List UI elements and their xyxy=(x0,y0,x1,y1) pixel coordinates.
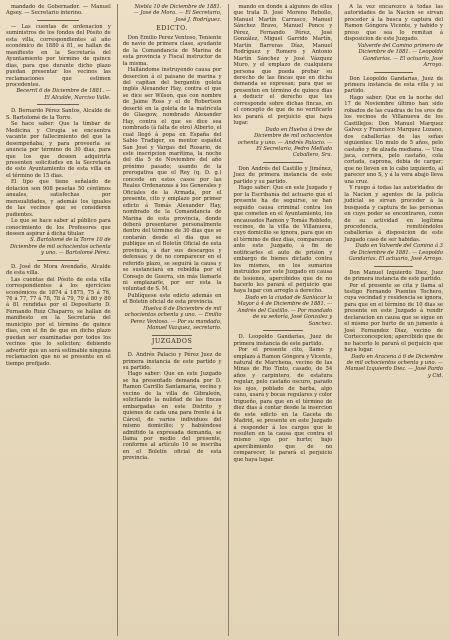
paragraph: D. Andrés Palacio y Pérez Juez de primera instancia de este partido y su partido. xyxy=(122,352,222,372)
paragraph: Lo que se hace saber al público para conocimiento de los Profesores que deseen aspirar á dicha titular. xyxy=(6,218,111,237)
paragraph: Y ruego á todas las autoridades de la Nacion y agentes de la policía judicial se sirvan proceder á la busqueda y captura de las personas en cuyo poder se encontraren, como de su actividad en legítima procedencia, remitiéndolos caballerías á disposicion de este Juzgado caso de ser habidas. xyxy=(344,185,443,243)
signature: Huelva 6 de Diciembre de mil ochocientos ochenta y uno. — Emilio Perez Ventoso. — Por su mandado, Manuel Vazquez, secretario. xyxy=(124,305,222,332)
paragraph: mando en donde á algunos de ellos que trata D. José Moreno Rebollo, Manuel Martín Carrasco, Manuel Sánchez Bravo, Manuel Ponce y Pérez, Fernando Pérez, José González, Miguel Garrido Martín, Martín Barreras Díaz, Manuel Rodríguez y Romero y Antonio Martín Sánchez y José Vázquez Muro, y el emplazo de cualquiera persona que pueda probar su derecho de las fincas que en dicha demanda se expresan; para que se presenten en término de quince dias á deducir el derecho que les corresponde sobre dichas fincas, en el concepto de que de no verificarlo les parará el perjuicio que haya lugar. xyxy=(233,4,333,127)
separator xyxy=(152,348,192,349)
separator xyxy=(37,20,79,21)
paragraph: El tipo que tiene señalado de dotacion son 908 pesetas 50 céntimos anuales, satisfechas por mensualidades, y además los iguales de las vecinos que se consideren pudientes. xyxy=(6,179,111,218)
separator xyxy=(152,335,192,336)
separator xyxy=(374,266,414,267)
signature: Valverde del Camino primero de Diciembre de 1881. — Leopoldo Gandarias. — El actuario, José Arroyo. xyxy=(357,42,443,69)
signature: Dado en la ciudad de Sanlúcar la Mayor á 4 de Diciembre de 1881. — Andrés del Castillo. — Por mandado de su señoría, José Gonzalez y Sanchez. xyxy=(237,294,333,327)
signature: Dado en Valverde del Camino á 3 de Diciembre de 1881. — Leopoldo Gandarias. El actuario, José Arroyo. xyxy=(348,243,443,263)
paragraph: D. Bernardo Pérez Santos, Alcalde de S. Bartolomé de la Torre. xyxy=(6,108,111,121)
paragraph: Don Leopoldo Gandarias, Juez de primera instancia de esta villa y su partido. xyxy=(344,75,443,95)
separator xyxy=(263,162,303,163)
paragraph: Por el presente cito, llamo y emplazo á Ramon Góngora y Vicente, natural de Marchena, vecino de las Minas de Rio Tinto, casado, de 54 años y carpintero, de estatura regular, pelo castaño oscuro, parado los ojos, poblado de barba, algo cano, usará y bocas regulares y color trigueño, para que en el término de diez dias á contar desde la insercion de este edicto en la Gaceta de Madrid, se presente en este Juzgado á responder á los cargos que le resulten en la causa que contra el mismo sigo por hurto; bajo apercibimiento que de no comparecer, le parará el perjuicio que haya lugar. xyxy=(233,347,333,463)
separator xyxy=(37,260,79,261)
column-1 xyxy=(6,4,111,636)
paragraph: Hago saber: Que en este Juzgado y por la Escribanía del actuario que el presente ha de seguirse, se han seguido causa criminal contra los que cometen en el Ayuntamiento, los encausados Ramon y Tomás Robledo, vecinos, de la villa de Villanueva, cuyo domicilio se ignora, para que en el término de diez dias, comparezcan ante este Juzgado, á fin de notificarles el auto de prision y embargo de bienes dictado contra los mismos, en los sumarios instruidos por este Juzgado en causa de lesiones, apercibidos que de no hacerlo les parará el perjuicio que haya lugar con arreglo á derecho. xyxy=(233,185,333,295)
paragraph: Las cuentas del Pósito de esta villa correspondientes á los ejercicios económicos de 1874 á 1875, 75 á 76, 76 á 77, 77 á 78, 78 á 79, 79 á 80 y 80 á 81 rendidas por el Depositario D. Fernando Ruiz Chaparro, se hallan de manifiesto en la Secretaría del municipio por el término de quince dias, con el fin de que en dicho plazo puedan ser examinadas por todos los vecinos que lo soliciten; debiendo advertir que un será estimable ninguna reclamacion que no se presente en el tiempo prefijado. xyxy=(6,276,111,367)
paragraph: D. Leopoldo Gandarias, Juez de primera instancia de este partido. xyxy=(233,334,333,347)
signature: Dado en Huelva á tres de Diciembre de mil ochocientos ochenta y uno. — Andrés Palacio. — El Secretario, Pedro Mellado Caballero, Sra. xyxy=(237,126,333,159)
paragraph: Se hace saber: Que la tímbar de Medicina y Cirugía se encuentra vacante por fallecimiento del que la desempeñaba; y para proveerla se anuncia por término de 30 dias, para que los que deseen adquirirla presenten solicitudes en la Secretaría de este Ayuntamiento de esta villa en el término de 15 dias. xyxy=(6,121,111,179)
signature: S. Bartolomé de la Torre 10 de Diciembre de mil ochocientos ochenta y uno. — Bartolomé Pérez. xyxy=(9,237,111,257)
paragraph: Hago saber: Que en este Juzgado se ha presentado demanda por D. Ramon Carrillo Santamaría, vecino y vecino de la villa de Gibraleón, solicitando la nulidad de las fincas embargadas en este Distrito y quienes de cada una para frente á la Cárcel, de varios individuos del mismo domicilio; y habiéndose admitido la expresada demanda, se llama por medio del presente, conforme al artículo 10 se inscriba en el Boletín oficial de esta provincia. xyxy=(122,371,222,462)
paragraph: Hallándome instruyendo causa por desercion á el paisano de marina y del capitan del bergantín goleta inglés Alexander Hay, contra el que se dice ser Wilson, que con nombre de Jaime Ross y el de Robertson desertó en la goleta de la matrícula de Glasgow, nombrado Alexander Hay, contra el que se dice sea nombrado (á falta de otro) Alberto, el cual llegó á popa en España del Sabio Tradiger, su mentor español San José y Vargas del Rosario, de este inscripcion marítima, la noche del dia 5 de Noviembre del año próximo pasado; usando de la prerogativa que el Rey (q. D. g.) concede en estos casos por las Reales Ordenanzas á los Generales y Oficiales de la Armada, por el presente, cito y emplazo por primer edicto á Tomás Alexander Hay, nombrado de la Comandancia de Marina de esta provincia, donde deberá presentarse personalmente dentro del término de 30 dias que se contarán desde el dia que se publique en el Boletín Oficial de esta provincia, á dar sus descargos y defensas; y de no comparecer en el referido plazo, se seguirá la causa y se sustanciará en rebeldía por el Consejo de Guerra, sin más llamarle ni emplazarle, por ser esta la voluntad de S. M. xyxy=(122,67,222,293)
separator xyxy=(37,104,79,105)
signature: Dado en Aracena á 6 de Diciembre de mil ochocientos ochenta y uno. — Manuel Izquierdo Diez. — José Pardo y Cid. xyxy=(345,353,443,379)
signature: Becerril 6 de Diciembre de 1881. — El Alcalde, Narciso Valle. xyxy=(16,88,111,101)
separator xyxy=(263,330,303,331)
section-heading-juzgados: JUZGADOS xyxy=(151,337,193,345)
paragraph: mandado de Gobernador. — Manuel Agsey. — Secretario interino. xyxy=(6,4,111,17)
column-4 xyxy=(338,4,443,636)
column-2 xyxy=(117,4,222,636)
paragraph: A la vez encarezco á todas las autoridades de la Nacion se sirvan proceder á la busca y captura del Ramon Góngora Vicente, y habido y preso que sea lo remitan á disposicion de este Juzgado. xyxy=(344,4,443,43)
paragraph: — Las cuentas de ordenacion y suministros de los fondos del Pósito de esta villa, correspondientes al año económico de 1880 á 81, se hallan de manifiesto en la Secretaría del Ayuntamiento por término de quince dias, para que durante dicho plazo puedan presentar los vecinos las reclamaciones que estimen procedentes. xyxy=(6,23,111,88)
signature: Niebla 10 de Diciembre de 1881. — José de Mora. — El Secretario, José J. Rodríguez. xyxy=(133,4,222,23)
section-heading-edicto: EDICTO. xyxy=(156,25,188,33)
paragraph: Don Manuel Izquierdo Diez, Juez de primera instancia de este partido. xyxy=(344,269,443,283)
paragraph: D. José de Mora Avendaño, Alcalde de esta villa. xyxy=(6,263,111,277)
paragraph: Por el presente se cita y llama al testigo Fernando Puentes Tochero, cuya vecindad y residencia se ignora, para que en el término de 10 dias se presente en este Juzgado á rendir declaracion en causa que se sigue en el mismo por hurto de un jumento á José Fernandez Díaz, vecino de Cortecconcepcion; apercibido que de no hacerlo le parará el perjuicio que haya lugar. xyxy=(344,282,443,354)
paragraph: Hago saber: Que en la noche del 17 de Noviembre último han sido robados de las cuadras de los sres de los vecinos de Villanueva de los Castillejos: Don Manuel Marquez Galvez y Francisco Marquez Lozano, dos caballerías de las señas siguientes: Un mulo de 5 años, pelo castaño y de alzada mediana. — Una jaca, cerrera, pelo castaño, cola cortada, caprona, debia de cargar; que no lleven en lo cabo izquierdo, al parecer uno S, y á la vera abajo lleva una cruz. xyxy=(344,94,443,185)
paragraph: Publíquese este edicto además en el Boletín oficial de esta provincia. xyxy=(122,292,222,306)
paragraph: Don Andrés del Castillo y Jiménez, Juez de primera instancia de este partido y su partido. xyxy=(233,165,333,185)
separator xyxy=(374,72,414,73)
paragraph: Don Emilio Perez Ventoso, Teniente de navío de primera clase, ayudante de la Comandancia de Marina de esta provincia y Fiscal instructor de la misma. xyxy=(122,34,222,67)
text-columns xyxy=(6,4,443,636)
column-3 xyxy=(228,4,333,636)
